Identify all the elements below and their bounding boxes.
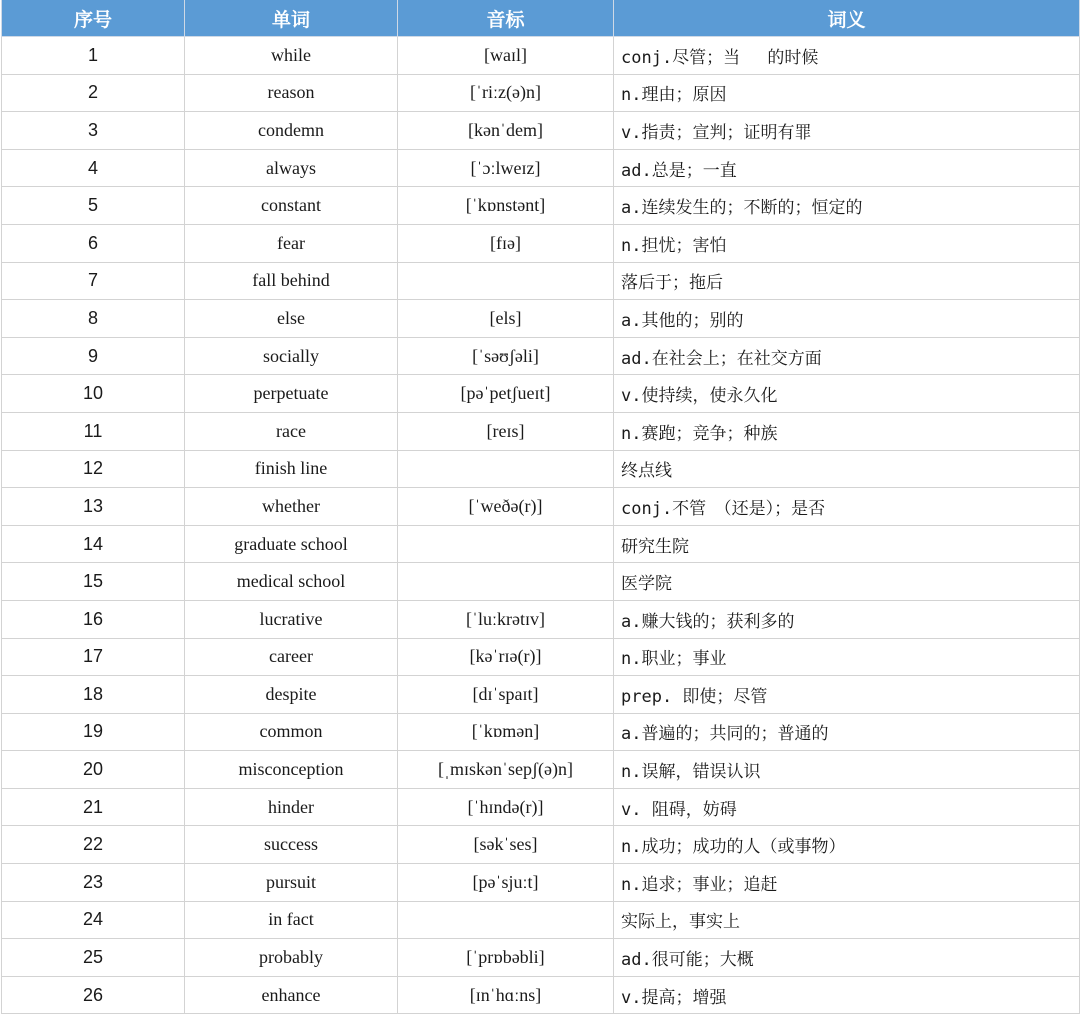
phonetic-cell: [ˈsəʊʃəli]	[398, 337, 614, 375]
table-row	[2, 713, 1080, 751]
word-cell: constant	[185, 187, 398, 225]
meaning-cell: 落后于；拖后	[614, 262, 1080, 300]
table-row	[2, 337, 1080, 375]
table-row	[2, 187, 1080, 225]
word-cell: common	[185, 713, 398, 751]
phonetic-cell: [pəˈpetʃueɪt]	[398, 375, 614, 413]
word-cell: while	[185, 37, 398, 75]
word-cell: in fact	[185, 901, 398, 939]
meaning-cell: conj.尽管；当 的时候	[614, 37, 1080, 75]
index-cell: 8	[2, 300, 185, 338]
meaning-cell: 研究生院	[614, 525, 1080, 563]
word-cell: lucrative	[185, 600, 398, 638]
table-row	[2, 676, 1080, 714]
phonetic-cell: [ˈprɒbəbli]	[398, 939, 614, 977]
phonetic-cell: [ˈhɪndə(r)]	[398, 788, 614, 826]
meaning-cell: a.其他的；别的	[614, 300, 1080, 338]
table-row	[2, 262, 1080, 300]
word-cell: else	[185, 300, 398, 338]
index-cell: 21	[2, 788, 185, 826]
table-row	[2, 525, 1080, 563]
table-row	[2, 412, 1080, 450]
index-cell: 20	[2, 751, 185, 789]
meaning-cell: n.成功；成功的人（或事物）	[614, 826, 1080, 864]
meaning-cell: v.提高；增强	[614, 976, 1080, 1014]
meaning-cell: n.赛跑；竞争；种族	[614, 412, 1080, 450]
table-row	[2, 751, 1080, 789]
table-row	[2, 563, 1080, 601]
table-row	[2, 224, 1080, 262]
index-cell: 14	[2, 525, 185, 563]
index-cell: 11	[2, 412, 185, 450]
word-cell: success	[185, 826, 398, 864]
phonetic-cell: [ˈɔːlweɪz]	[398, 149, 614, 187]
word-cell: misconception	[185, 751, 398, 789]
meaning-cell: conj.不管 （还是）；是否	[614, 488, 1080, 526]
word-cell: condemn	[185, 112, 398, 150]
table-row	[2, 112, 1080, 150]
index-cell: 26	[2, 976, 185, 1014]
index-cell: 9	[2, 337, 185, 375]
phonetic-cell	[398, 450, 614, 488]
index-cell: 22	[2, 826, 185, 864]
phonetic-cell: [kənˈdem]	[398, 112, 614, 150]
header-phonetic: 音标	[398, 0, 614, 37]
table-row	[2, 826, 1080, 864]
phonetic-cell: [kəˈrɪə(r)]	[398, 638, 614, 676]
index-cell: 1	[2, 37, 185, 75]
phonetic-cell: [ˈriːz(ə)n]	[398, 74, 614, 112]
header-word: 单词	[185, 0, 398, 37]
table-row	[2, 300, 1080, 338]
phonetic-cell: [els]	[398, 300, 614, 338]
meaning-cell: 医学院	[614, 563, 1080, 601]
word-cell: fear	[185, 224, 398, 262]
index-cell: 17	[2, 638, 185, 676]
meaning-cell: a.连续发生的；不断的；恒定的	[614, 187, 1080, 225]
meaning-cell: prep. 即使；尽管	[614, 676, 1080, 714]
table-row	[2, 901, 1080, 939]
word-cell: enhance	[185, 976, 398, 1014]
phonetic-cell: [dɪˈspaɪt]	[398, 676, 614, 714]
word-cell: pursuit	[185, 864, 398, 902]
header-meaning: 词义	[614, 0, 1080, 37]
phonetic-cell: [səkˈses]	[398, 826, 614, 864]
phonetic-cell: [reɪs]	[398, 412, 614, 450]
meaning-cell: ad.总是；一直	[614, 149, 1080, 187]
header-row	[2, 0, 1080, 37]
meaning-cell: n.职业；事业	[614, 638, 1080, 676]
phonetic-cell: [ˈkɒnstənt]	[398, 187, 614, 225]
table-row	[2, 976, 1080, 1014]
phonetic-cell	[398, 525, 614, 563]
table-row	[2, 600, 1080, 638]
meaning-cell: ad.在社会上；在社交方面	[614, 337, 1080, 375]
index-cell: 10	[2, 375, 185, 413]
word-cell: perpetuate	[185, 375, 398, 413]
index-cell: 7	[2, 262, 185, 300]
phonetic-cell: [ˈkɒmən]	[398, 713, 614, 751]
table-row	[2, 37, 1080, 75]
index-cell: 19	[2, 713, 185, 751]
table-row	[2, 149, 1080, 187]
word-cell: finish line	[185, 450, 398, 488]
index-cell: 3	[2, 112, 185, 150]
word-cell: medical school	[185, 563, 398, 601]
table-row	[2, 638, 1080, 676]
word-cell: race	[185, 412, 398, 450]
word-cell: career	[185, 638, 398, 676]
header-index: 序号	[2, 0, 185, 37]
vocabulary-table	[1, 0, 1080, 1014]
index-cell: 23	[2, 864, 185, 902]
phonetic-cell: [ˈluːkrətɪv]	[398, 600, 614, 638]
meaning-cell: v.使持续，使永久化	[614, 375, 1080, 413]
index-cell: 15	[2, 563, 185, 601]
meaning-cell: ad.很可能；大概	[614, 939, 1080, 977]
word-cell: graduate school	[185, 525, 398, 563]
meaning-cell: n.追求；事业；追赶	[614, 864, 1080, 902]
phonetic-cell: [fɪə]	[398, 224, 614, 262]
table-row	[2, 74, 1080, 112]
phonetic-cell: [ˌmɪskənˈsepʃ(ə)n]	[398, 751, 614, 789]
meaning-cell: a.赚大钱的；获利多的	[614, 600, 1080, 638]
phonetic-cell	[398, 901, 614, 939]
phonetic-cell: [ɪnˈhɑːns]	[398, 976, 614, 1014]
table-row	[2, 939, 1080, 977]
meaning-cell: n.误解，错误认识	[614, 751, 1080, 789]
index-cell: 2	[2, 74, 185, 112]
meaning-cell: v. 阻碍，妨碍	[614, 788, 1080, 826]
index-cell: 18	[2, 676, 185, 714]
index-cell: 5	[2, 187, 185, 225]
word-cell: socially	[185, 337, 398, 375]
index-cell: 24	[2, 901, 185, 939]
table-row	[2, 864, 1080, 902]
phonetic-cell	[398, 563, 614, 601]
word-cell: hinder	[185, 788, 398, 826]
index-cell: 25	[2, 939, 185, 977]
table-row	[2, 788, 1080, 826]
word-cell: probably	[185, 939, 398, 977]
phonetic-cell: [pəˈsjuːt]	[398, 864, 614, 902]
word-cell: always	[185, 149, 398, 187]
index-cell: 6	[2, 224, 185, 262]
table-row	[2, 450, 1080, 488]
table-header	[2, 0, 1080, 37]
phonetic-cell: [waɪl]	[398, 37, 614, 75]
index-cell: 13	[2, 488, 185, 526]
word-cell: whether	[185, 488, 398, 526]
index-cell: 16	[2, 600, 185, 638]
phonetic-cell: [ˈweðə(r)]	[398, 488, 614, 526]
phonetic-cell	[398, 262, 614, 300]
meaning-cell: v.指责；宣判；证明有罪	[614, 112, 1080, 150]
word-cell: despite	[185, 676, 398, 714]
meaning-cell: n.担忧；害怕	[614, 224, 1080, 262]
index-cell: 4	[2, 149, 185, 187]
meaning-cell: n.理由；原因	[614, 74, 1080, 112]
word-cell: reason	[185, 74, 398, 112]
meaning-cell: a.普遍的；共同的；普通的	[614, 713, 1080, 751]
index-cell: 12	[2, 450, 185, 488]
table-body	[2, 37, 1080, 1014]
table-row	[2, 488, 1080, 526]
table-row	[2, 375, 1080, 413]
word-cell: fall behind	[185, 262, 398, 300]
meaning-cell: 实际上，事实上	[614, 901, 1080, 939]
meaning-cell: 终点线	[614, 450, 1080, 488]
